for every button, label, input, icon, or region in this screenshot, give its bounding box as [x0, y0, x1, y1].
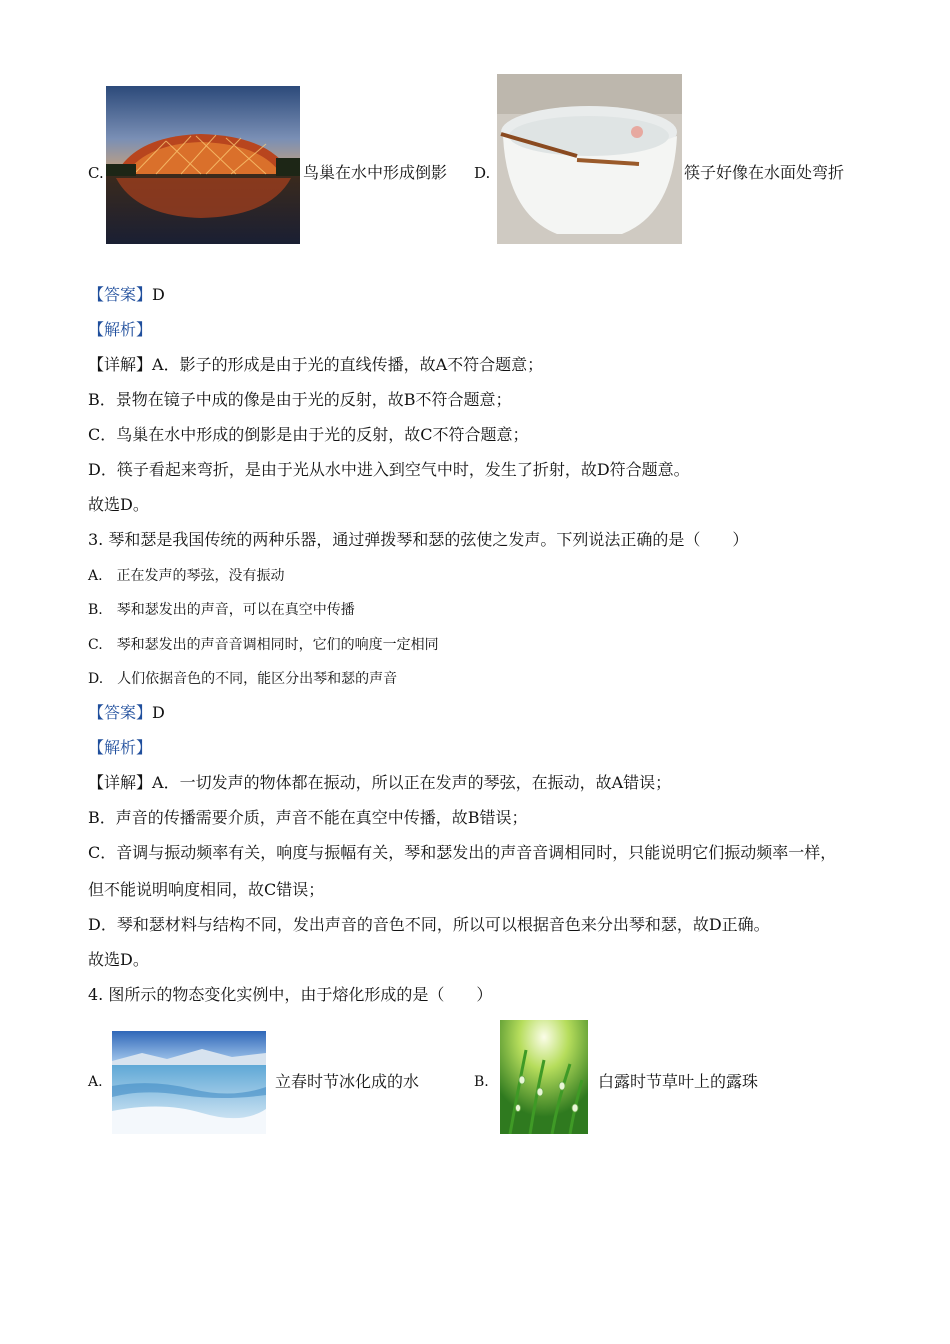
q3-analysis-tag: 【解析】: [88, 738, 153, 757]
option-b-caption: 白露时节草叶上的露珠: [598, 1072, 759, 1091]
q3-answer: [88, 703, 165, 723]
q3-option-d: D. 人们依据音色的不同，能区分出琴和瑟的声音: [88, 671, 398, 687]
detail-text: A．影子的形成是由于光的直线传播，故A不符合题意；: [152, 355, 544, 374]
chopsticks-bowl-photo: [497, 74, 682, 244]
q2-detail-line: [88, 355, 543, 375]
q3-detail-line: B．声音的传播需要介质，声音不能在真空中传播，故B错误；: [88, 808, 528, 827]
option-c-label: C.: [88, 164, 104, 182]
option-d-label: D.: [474, 164, 491, 182]
q3-conclusion: 故选D。: [88, 950, 149, 969]
q3-detail-line: [88, 773, 671, 793]
q2-detail-line: B．景物在镜子中成的像是由于光的反射，故B不符合题意；: [88, 390, 512, 409]
q3-detail-line: 但不能说明响度相同，故C错误；: [88, 880, 325, 899]
q3-option-c: C. 琴和瑟发出的声音音调相同时，它们的响度一定相同: [88, 637, 439, 653]
q3-option-b: B. 琴和瑟发出的声音，可以在真空中传播: [88, 602, 355, 618]
melting-ice-photo: [112, 1031, 266, 1134]
answer-tag: 【答案】: [88, 285, 153, 304]
bird-nest-photo: [106, 86, 300, 244]
q3-stem: 3. 琴和瑟是我国传统的两种乐器，通过弹拨琴和瑟的弦使之发声。下列说法正确的是（ ）: [88, 530, 749, 549]
detail-tag: 【详解】: [88, 355, 153, 374]
answer-value: D: [152, 285, 165, 304]
q3-detail-line: C．音调与振动频率有关，响度与振幅有关，琴和瑟发出的声音音调相同时，只能说明它们振动频率一样，: [88, 843, 837, 862]
option-d-caption: 筷子好像在水面处弯折: [684, 163, 845, 182]
dew-grass-photo: [500, 1020, 588, 1134]
option-a-label: A.: [88, 1074, 103, 1090]
answer-value: D: [152, 703, 165, 722]
detail-tag: 【详解】: [88, 773, 153, 792]
q2-detail-line: D．筷子看起来弯折，是由于光从水中进入到空气中时，发生了折射，故D符合题意。: [88, 460, 690, 479]
q4-stem: 4. 图所示的物态变化实例中，由于熔化形成的是（ ）: [88, 985, 493, 1004]
q2-answer: [88, 285, 165, 305]
detail-text: A．一切发声的物体都在振动，所以正在发声的琴弦，在振动，故A错误；: [152, 773, 672, 792]
option-c-caption: 鸟巢在水中形成倒影: [303, 163, 448, 182]
option-a-caption: 立春时节冰化成的水: [275, 1072, 420, 1091]
q2-detail-line: C．鸟巢在水中形成的倒影是由于光的反射，故C不符合题意；: [88, 425, 529, 444]
q2-conclusion: 故选D。: [88, 495, 149, 514]
q3-option-a: A. 正在发声的琴弦，没有振动: [88, 568, 285, 584]
q2-analysis-tag: 【解析】: [88, 320, 153, 339]
answer-tag: 【答案】: [88, 703, 153, 722]
q3-detail-line: D．琴和瑟材料与结构不同，发出声音的音色不同，所以可以根据音色来分出琴和瑟，故D正确。: [88, 915, 770, 934]
option-b-label: B.: [474, 1074, 489, 1090]
